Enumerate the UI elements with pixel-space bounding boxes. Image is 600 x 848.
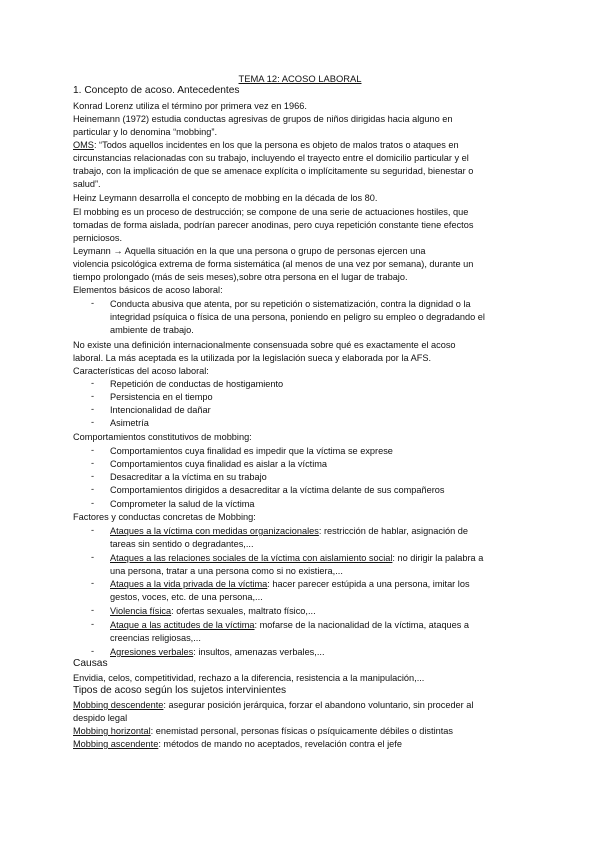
tipo-line bbox=[73, 738, 402, 750]
list-dash: - bbox=[91, 552, 95, 562]
list-dash: - bbox=[91, 498, 95, 508]
list-item: Persistencia en el tiempo bbox=[110, 392, 213, 402]
list-item-cont: una persona, tratar a una persona como si no existiera,... bbox=[110, 566, 343, 576]
list-item: ambiente de trabajo. bbox=[110, 325, 194, 335]
text-line: El mobbing es un proceso de destrucción; se compone de una serie de actuaciones hostiles, que bbox=[73, 207, 469, 217]
list-item-cont: gestos, voces, etc. de una persona,... bbox=[110, 592, 263, 602]
list-item: Intencionalidad de dañar bbox=[110, 405, 211, 415]
list-dash: - bbox=[91, 298, 95, 308]
text-line: Konrad Lorenz utiliza el término por primera vez en 1966. bbox=[73, 101, 307, 111]
underlined-term: Ataque a las actitudes de la víctima bbox=[110, 620, 255, 630]
section-heading: Tipos de acoso según los sujetos intervinientes bbox=[73, 685, 287, 696]
text-line: tiempo prolongado (más de seis meses),sobre otra persona en el lugar de trabajo. bbox=[73, 272, 408, 282]
list-dash: - bbox=[91, 578, 95, 588]
text-line: salud”. bbox=[73, 179, 101, 189]
section-label: Factores y conductas concretas de Mobbing: bbox=[73, 512, 256, 522]
list-item bbox=[110, 552, 483, 564]
item-text: : hacer parecer estúpida a una persona, imitar los bbox=[267, 579, 470, 589]
list-dash: - bbox=[91, 445, 95, 455]
list-item: Conducta abusiva que atenta, por su repetición o sistematización, contra la dignidad o la bbox=[110, 299, 471, 309]
list-item: Comportamientos dirigidos a desacreditar a la víctima delante de sus compañeros bbox=[110, 485, 445, 495]
text-line: Leymann → Aquella situación en la que una persona o grupo de personas ejercen una bbox=[73, 246, 426, 256]
list-dash: - bbox=[91, 391, 95, 401]
text-line: laboral. La más aceptada es la utilizada por la legislación sueca y elaborada por la AFS. bbox=[73, 353, 432, 363]
list-item bbox=[110, 605, 316, 617]
item-text: : insultos, amenazas verbales,... bbox=[193, 647, 325, 657]
underlined-term: Ataques a la vida privada de la víctima bbox=[110, 579, 268, 589]
text-line: circunstancias relacionadas con su trabajo, incluyendo el trayecto entre el domicilio particular y el bbox=[73, 153, 469, 163]
underlined-term: Agresiones verbales bbox=[110, 647, 194, 657]
oms-definition bbox=[73, 139, 459, 151]
text-line: Elementos básicos de acoso laboral: bbox=[73, 285, 223, 295]
list-dash: - bbox=[91, 417, 95, 427]
underlined-term: Mobbing descendente bbox=[73, 700, 164, 710]
list-item bbox=[110, 619, 469, 631]
oms-label: OMS bbox=[73, 140, 94, 150]
list-item: Comportamientos cuya finalidad es aislar a la víctima bbox=[110, 459, 328, 469]
list-dash: - bbox=[91, 404, 95, 414]
text-line: tomadas de forma aislada, podrían parecer anodinas, pero cuya repetición constante tiene efectos bbox=[73, 220, 474, 230]
text-line: trabajo, con la implicación de que se amenace explícita o implícitamente su seguridad, bienestar o bbox=[73, 166, 474, 176]
item-text: : métodos de mando no aceptados, revelación contra el jefe bbox=[158, 739, 402, 749]
list-item-cont: tareas sin sentido o degradantes,... bbox=[110, 539, 254, 549]
list-dash: - bbox=[91, 378, 95, 388]
text-line: violencia psicológica extrema de forma sistemática (al menos de una vez por semana), durante un bbox=[73, 259, 474, 269]
underlined-term: Mobbing ascendente bbox=[73, 739, 159, 749]
item-text: : mofarse de la nacionalidad de la víctima, ataques a bbox=[254, 620, 470, 630]
section-heading: Causas bbox=[73, 658, 108, 669]
list-item: Repetición de conductas de hostigamiento bbox=[110, 379, 284, 389]
list-dash: - bbox=[91, 458, 95, 468]
text-line: despido legal bbox=[73, 713, 128, 723]
text-line: Heinz Leymann desarrolla el concepto de mobbing en la década de los 80. bbox=[73, 193, 378, 203]
list-item bbox=[110, 646, 325, 658]
section-label: Comportamientos constitutivos de mobbing: bbox=[73, 432, 252, 442]
underlined-term: Ataques a la víctima con medidas organizacionales bbox=[110, 526, 319, 536]
text-line: Envidia, celos, competitividad, rechazo a la diferencia, resistencia a la manipulación,... bbox=[73, 673, 425, 683]
underlined-term: Mobbing horizontal bbox=[73, 726, 151, 736]
list-item-cont: creencias religiosas,... bbox=[110, 633, 201, 643]
tipo-line bbox=[73, 725, 453, 737]
item-text: : no dirigir la palabra a bbox=[392, 553, 484, 563]
list-item bbox=[110, 578, 470, 590]
list-dash: - bbox=[91, 471, 95, 481]
item-text: : enemistad personal, personas físicas o psíquicamente débiles o distintas bbox=[150, 726, 453, 736]
text-line: perniciosos. bbox=[73, 233, 123, 243]
section-heading: 1. Concepto de acoso. Antecedentes bbox=[73, 85, 240, 96]
tipo-line bbox=[73, 699, 473, 711]
text-line: Características del acoso laboral: bbox=[73, 366, 209, 376]
underlined-term: Ataques a las relaciones sociales de la víctima con aislamiento social bbox=[110, 553, 393, 563]
underlined-term: Violencia física bbox=[110, 606, 172, 616]
list-dash: - bbox=[91, 605, 95, 615]
item-text: : ofertas sexuales, maltrato físico,... bbox=[171, 606, 316, 616]
list-item: Comportamientos cuya finalidad es impedir que la víctima se exprese bbox=[110, 446, 393, 456]
list-dash: - bbox=[91, 484, 95, 494]
item-text: : asegurar posición jerárquica, forzar el abandono voluntario, sin proceder al bbox=[163, 700, 474, 710]
list-item: Desacreditar a la víctima en su trabajo bbox=[110, 472, 267, 482]
item-text: : restricción de hablar, asignación de bbox=[318, 526, 469, 536]
list-dash: - bbox=[91, 525, 95, 535]
text-line: particular y lo denomina “mobbing”. bbox=[73, 127, 218, 137]
list-item: Comprometer la salud de la víctima bbox=[110, 499, 255, 509]
list-dash: - bbox=[91, 619, 95, 629]
text-line: Heinemann (1972) estudia conductas agresivas de grupos de niños dirigidas hacia alguno en bbox=[73, 114, 453, 124]
list-item bbox=[110, 525, 468, 537]
list-item: Asimetría bbox=[110, 418, 149, 428]
oms-text: : “Todos aquellos incidentes en los que la persona es objeto de malos tratos o ataques en bbox=[93, 140, 459, 150]
text-line: No existe una definición internacionalmente consensuada sobre qué es exactamente el acoso bbox=[73, 340, 456, 350]
page-title: TEMA 12: ACOSO LABORAL bbox=[238, 73, 362, 84]
list-dash: - bbox=[91, 646, 95, 656]
list-item: integridad psíquica o física de una persona, poniendo en peligro su empleo o degradando el bbox=[110, 312, 485, 322]
